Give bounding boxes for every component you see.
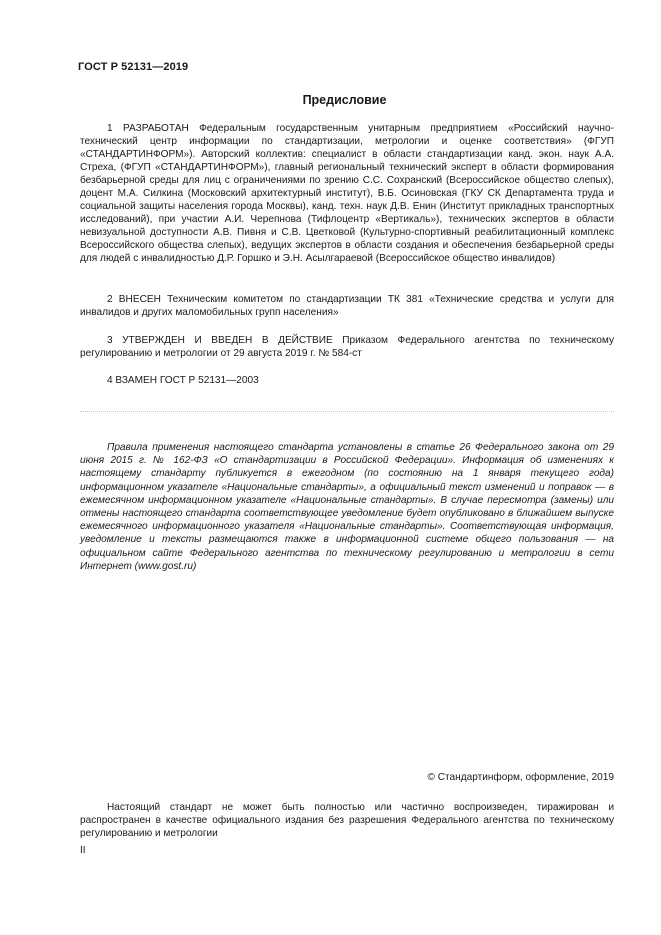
paragraph-text: 1 РАЗРАБОТАН Федеральным государственным унитарным предприятием «Российский научно-технический центр информации по стандартизации, метрологии и оценке соответствия» (ФГУП «СТАНДАРТИНФОРМ»). Авторский коллектив: специалист в области стандартизации канд. экон. наук А.А. Стреха, (ФГУП «СТАНДАРТИНФОРМ»), главный региональный технический эксперт в области формирования безбарьерной среды для лиц с ограничениями по зрению С.С. Сохранский (Всероссийское общество слепых), доцент М.А. Силкина (Московский архитектурный институт), В.Б. Осиновская (ГКУ СК Департамента труда и социальной защиты населения города Москвы), канд. техн. наук Д.В. Енин (Институт прикладных транспортных исследований), при участии А.И. Черепнова (Тифлоцентр «Вертикаль»), технических экспертов в области невизуальной доступности А.В. Пивня и С.В. Цветковой (Культурно-спортивный реабилитационный комплекс Всероссийского общества слепых), ведущих экспертов в области создания и обеспечения безбарьерной среды для людей с инвалидностью Д.Р. Горшко и Э.Н. Асылгараевой (Всероссийское общество инвалидов) xyxy=(80,123,614,264)
paragraph-developed-by xyxy=(80,122,614,265)
paragraph-introduced-by xyxy=(80,293,614,319)
paragraph-text: 2 ВНЕСЕН Техническим комитетом по стандартизации ТК 381 «Технические средства и услуги для инвалидов и других маломобильных групп населения» xyxy=(80,294,614,318)
page-number: II xyxy=(80,845,86,856)
paragraph-text: 3 УТВЕРЖДЕН И ВВЕДЕН В ДЕЙСТВИЕ Приказом Федерального агентства по техническому регулированию и метрологии от 29 августа 2019 г. № 584-ст xyxy=(80,335,614,359)
paragraph-approved xyxy=(80,334,614,360)
page-title: Предисловие xyxy=(302,93,387,107)
paragraph-replaces xyxy=(80,374,614,387)
paragraph-text: 4 ВЗАМЕН ГОСТ Р 52131—2003 xyxy=(107,375,259,386)
notice-text: Правила применения настоящего стандарта установлены в статье 26 Федерального закона от 29 июня 2015 г. № 162-ФЗ «О стандартизации в Российской Федерации». Информация об изменениях к настоящему стандарту публикуется в ежегодном (по состоянию на 1 января текущего года) информационном указателе «Национальные стандарты», а официальный текст изменений и поправок — в ежемесячном информационном указателе «Национальные стандарты». В случае пересмотра (замены) или отмены настоящего стандарта соответствующее уведомление будет опубликовано в ближайшем выпуске ежемесячного информационного указателя «Национальные стандарты». Соответствующая информация, уведомление и тексты размещаются также в информационной системе общего пользования — на официальном сайте Федерального агентства по техническому регулированию и метрологии в сети Интернет (www.gost.ru) xyxy=(80,442,614,572)
reproduction-text: Настоящий стандарт не может быть полностью или частично воспроизведен, тиражирован и распространен в качестве официального издания без разрешения Федерального агентства по техническому регулированию и метрологии xyxy=(80,802,614,840)
divider xyxy=(80,411,614,412)
application-rules-notice xyxy=(80,441,614,573)
copyright-line: © Стандартинформ, оформление, 2019 xyxy=(427,772,614,783)
reproduction-notice xyxy=(80,801,614,841)
standard-id-header: ГОСТ Р 52131—2019 xyxy=(78,61,189,73)
